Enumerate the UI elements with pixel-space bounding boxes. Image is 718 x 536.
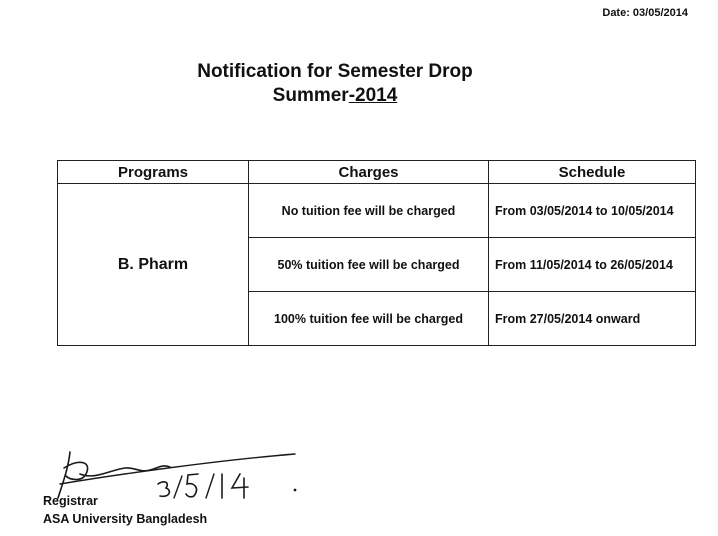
schedule-cell: From 03/05/2014 to 10/05/2014 — [489, 184, 696, 238]
charge-cell: No tuition fee will be charged — [249, 184, 489, 238]
column-header-schedule: Schedule — [489, 161, 696, 184]
column-header-charges: Charges — [249, 161, 489, 184]
program-cell: B. Pharm — [58, 184, 249, 346]
subtitle-year: -2014 — [348, 85, 398, 106]
notice-title: Notification for Semester Drop — [197, 61, 473, 82]
signature-block — [40, 440, 370, 530]
subtitle-term: Summer — [272, 85, 349, 106]
notice-subtitle — [0, 84, 670, 108]
schedule-cell: From 11/05/2014 to 26/05/2014 — [489, 238, 696, 292]
charge-cell: 50% tuition fee will be charged — [249, 238, 489, 292]
column-header-programs: Programs — [58, 161, 249, 184]
schedule-cell: From 27/05/2014 onward — [489, 292, 696, 346]
charge-cell: 100% tuition fee will be charged — [249, 292, 489, 346]
table-header-row — [58, 161, 696, 184]
semester-drop-table — [57, 160, 696, 346]
document-date: Date: 03/05/2014 — [602, 7, 688, 19]
notice-heading — [0, 60, 670, 108]
signatory-role: Registrar — [43, 494, 98, 508]
signatory-organization: ASA University Bangladesh — [43, 512, 208, 526]
table-row — [58, 184, 696, 238]
